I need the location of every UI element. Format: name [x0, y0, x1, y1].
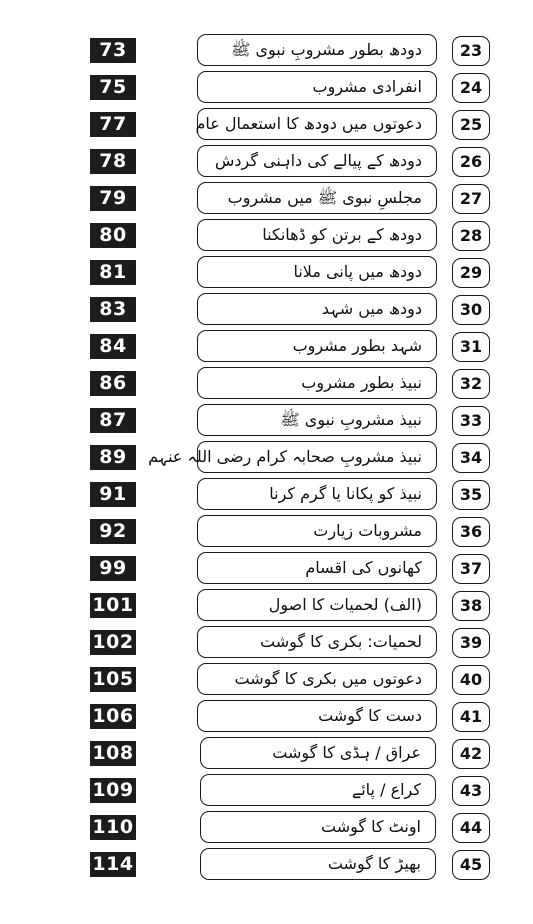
entry-title: دودھ بطور مشروبِ نبوی ﷺ	[197, 34, 437, 66]
entry-title: اونٹ کا گوشت	[200, 811, 436, 843]
toc-entry	[0, 848, 533, 885]
toc-entry	[0, 774, 533, 811]
page-number-badge: 79	[90, 186, 136, 211]
entry-title: مشروبات زیارت	[197, 515, 437, 547]
entry-number: 39	[452, 628, 490, 658]
entry-number: 35	[452, 480, 490, 510]
entry-number: 36	[452, 517, 490, 547]
toc-entry	[0, 737, 533, 774]
entry-title: انفرادی مشروب	[197, 71, 437, 103]
entry-number: 41	[452, 702, 490, 732]
page-number-badge: 99	[90, 556, 136, 581]
page-number-badge: 105	[90, 667, 136, 692]
entry-title: دعوتوں میں دودھ کا استعمال عام	[197, 108, 437, 140]
entry-title: عراق / ہڈی کا گوشت	[200, 737, 436, 769]
page-number-badge: 102	[90, 630, 136, 655]
entry-number: 25	[452, 110, 490, 140]
page-number-badge: 92	[90, 519, 136, 544]
page-number-badge: 73	[90, 38, 136, 63]
page-number-badge: 75	[90, 75, 136, 100]
page-number-badge: 108	[90, 741, 136, 766]
toc-entry	[0, 515, 533, 552]
page-number-badge: 101	[90, 593, 136, 618]
entry-title: دودھ میں پانی ملانا	[197, 256, 437, 288]
toc-entry	[0, 34, 533, 71]
page-number-badge: 81	[90, 260, 136, 285]
page-number-badge: 77	[90, 112, 136, 137]
entry-number: 37	[452, 554, 490, 584]
entry-number: 27	[452, 184, 490, 214]
entry-title: دودھ کے برتن کو ڈھانکنا	[197, 219, 437, 251]
table-of-contents	[0, 34, 533, 885]
entry-title: نبیذ بطور مشروب	[197, 367, 437, 399]
entry-number: 34	[452, 443, 490, 473]
entry-number: 40	[452, 665, 490, 695]
entry-title: دست کا گوشت	[197, 700, 437, 732]
page-number-badge: 87	[90, 408, 136, 433]
entry-number: 44	[452, 813, 490, 843]
entry-number: 38	[452, 591, 490, 621]
toc-entry	[0, 663, 533, 700]
entry-number: 31	[452, 332, 490, 362]
entry-title: نبیذ مشروبِ صحابہ کرام رضی اللہ عنہم	[197, 441, 437, 473]
toc-entry	[0, 811, 533, 848]
page-number-badge: 86	[90, 371, 136, 396]
entry-number: 28	[452, 221, 490, 251]
page-number-badge: 89	[90, 445, 136, 470]
entry-title: دودھ میں شہد	[197, 293, 437, 325]
entry-title: بھیڑ کا گوشت	[200, 848, 436, 880]
toc-entry	[0, 478, 533, 515]
entry-number: 33	[452, 406, 490, 436]
entry-title: کھانوں کی اقسام	[197, 552, 437, 584]
page-number-badge: 78	[90, 149, 136, 174]
entry-number: 23	[452, 36, 490, 66]
entry-number: 24	[452, 73, 490, 103]
page-number-badge: 83	[90, 297, 136, 322]
entry-number: 42	[452, 739, 490, 769]
entry-title: نبیذ کو پکانا یا گرم کرنا	[197, 478, 437, 510]
entry-number: 26	[452, 147, 490, 177]
entry-title: مجلسِ نبوی ﷺ میں مشروب	[197, 182, 437, 214]
toc-entry	[0, 182, 533, 219]
toc-entry	[0, 108, 533, 145]
toc-entry	[0, 404, 533, 441]
toc-entry	[0, 219, 533, 256]
toc-entry	[0, 71, 533, 108]
page-number-badge: 110	[90, 815, 136, 840]
page-number-badge: 91	[90, 482, 136, 507]
page-number-badge: 106	[90, 704, 136, 729]
toc-entry	[0, 589, 533, 626]
page-number-badge: 109	[90, 778, 136, 803]
entry-number: 29	[452, 258, 490, 288]
entry-title: (الف) لحمیات کا اصول	[197, 589, 437, 621]
entry-title: نبیذ مشروبِ نبوی ﷺ	[197, 404, 437, 436]
page-number-badge: 80	[90, 223, 136, 248]
entry-title: شہد بطور مشروب	[197, 330, 437, 362]
toc-entry	[0, 293, 533, 330]
entry-title: لحمیات: بکری کا گوشت	[197, 626, 437, 658]
toc-entry	[0, 700, 533, 737]
toc-entry	[0, 441, 533, 478]
entry-title: دودھ کے پیالے کی داہنی گردش	[197, 145, 437, 177]
entry-title: کراع / پائے	[200, 774, 436, 806]
entry-number: 45	[452, 850, 490, 880]
page-number-badge: 84	[90, 334, 136, 359]
entry-title: دعوتوں میں بکری کا گوشت	[197, 663, 437, 695]
page-number-badge: 114	[90, 852, 136, 877]
toc-entry	[0, 330, 533, 367]
toc-entry	[0, 552, 533, 589]
toc-entry	[0, 145, 533, 182]
toc-entry	[0, 256, 533, 293]
toc-entry	[0, 367, 533, 404]
entry-number: 30	[452, 295, 490, 325]
toc-entry	[0, 626, 533, 663]
entry-number: 43	[452, 776, 490, 806]
entry-number: 32	[452, 369, 490, 399]
